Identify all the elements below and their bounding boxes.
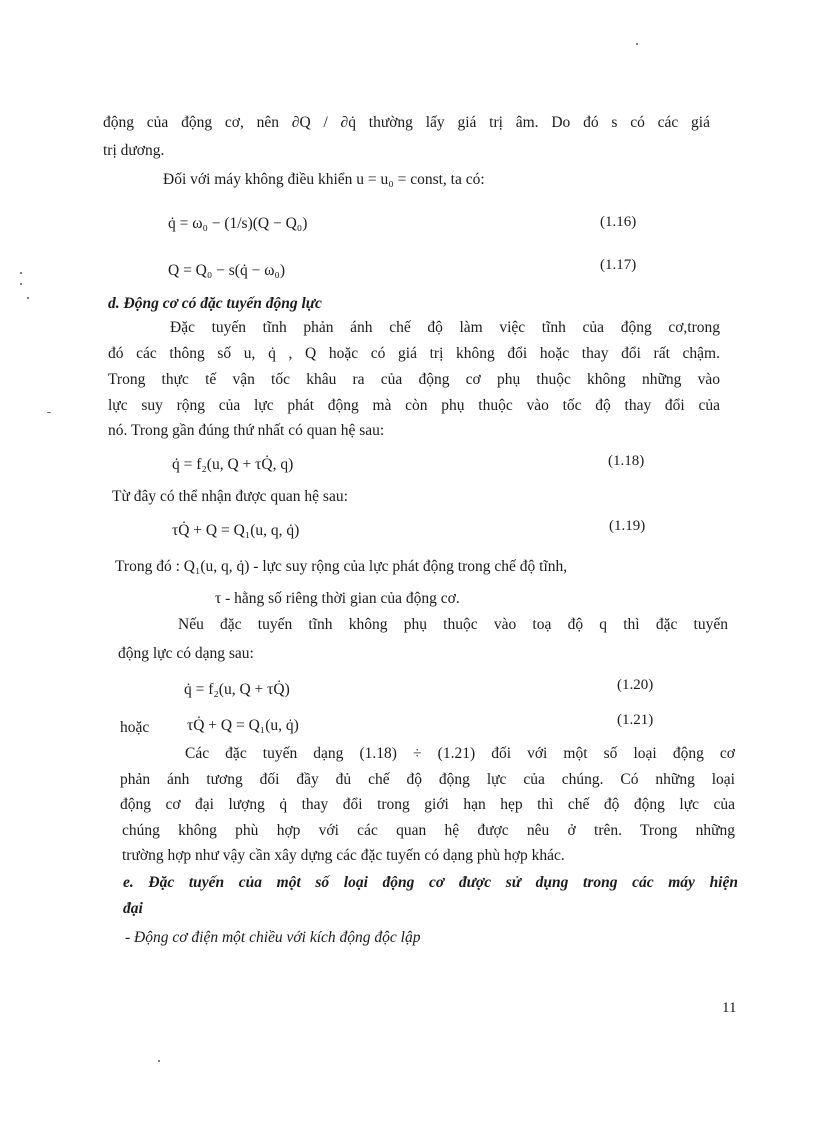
equation-1-16: q̇ = ω₀ − (1/s)(Q − Q₀) bbox=[168, 215, 308, 232]
section-heading-d: d. Động cơ có đặc tuyến động lực bbox=[108, 295, 322, 312]
paragraph-line: lực suy rộng của lực phát động mà còn phụ thuộc vào tốc độ thay đổi của bbox=[108, 397, 720, 414]
equation-number-1-21: (1.21) bbox=[617, 712, 654, 728]
equation-1-20: q̇ = f₂(u, Q + τQ̇) bbox=[184, 681, 290, 698]
paragraph-line: Nếu đặc tuyến tĩnh không phụ thuộc vào toạ độ q thì đặc tuyến bbox=[178, 616, 728, 633]
paragraph-line: động cơ đại lượng q̇ thay đổi trong giới hạn hẹp thì chế độ động lực của bbox=[120, 796, 735, 813]
text-line-1: động của động cơ, nên ∂Q / ∂q̇ thường lấy giá trị âm. Do đó s có các giá bbox=[103, 114, 710, 131]
equation-number-1-20: (1.20) bbox=[617, 677, 654, 693]
scan-speck bbox=[20, 283, 22, 285]
equation-1-21: τQ̇ + Q = Q₁(u, q̇) bbox=[187, 717, 299, 734]
equation-number-1-16: (1.16) bbox=[600, 214, 637, 230]
scan-speck bbox=[158, 1060, 160, 1062]
paragraph-line: trường hợp như vậy cần xây dựng các đặc tuyến có dạng phù hợp khác. bbox=[122, 847, 565, 864]
subsection-heading: - Động cơ điện một chiều với kích động độc lập bbox=[125, 929, 421, 946]
scan-speck bbox=[27, 297, 29, 299]
paragraph-line: đó các thông số u, q̇ , Q hoặc có giá trị không đổi hoặc thay đổi rất chậm. bbox=[108, 345, 720, 362]
equation-number-1-17: (1.17) bbox=[600, 257, 637, 273]
scan-speck bbox=[47, 412, 51, 413]
equation-1-17: Q = Q₀ − s(q̇ − ω₀) bbox=[168, 262, 285, 279]
paragraph-line: Đặc tuyến tĩnh phản ánh chế độ làm việc tĩnh của động cơ,trong bbox=[170, 319, 720, 336]
section-heading-e: e. Đặc tuyến của một số loại động cơ được sử dụng trong các máy hiện bbox=[123, 874, 738, 891]
page-number: 11 bbox=[722, 1000, 737, 1016]
equation-number-1-18: (1.18) bbox=[608, 453, 645, 469]
equation-1-18: q̇ = f₂(u, Q + τQ̇, q) bbox=[172, 456, 294, 473]
paragraph-line: động lực có dạng sau: bbox=[118, 645, 254, 662]
text-line: Trong đó : Q₁(u, q, q̇) - lực suy rộng của lực phát động trong chế độ tĩnh, bbox=[115, 558, 568, 575]
hoac-label: hoặc bbox=[120, 719, 150, 736]
section-heading-e-cont: đại bbox=[123, 900, 143, 917]
paragraph-line: Các đặc tuyến dạng (1.18) ÷ (1.21) đối với một số loại động cơ bbox=[185, 745, 735, 762]
equation-number-1-19: (1.19) bbox=[609, 518, 646, 534]
text-line-3: Đối với máy không điều khiển u = u₀ = const, ta có: bbox=[163, 171, 485, 188]
paragraph-line: Trong thực tế vận tốc khâu ra của động cơ phụ thuộc không những vào bbox=[108, 371, 720, 388]
text-line: Từ đây có thể nhận được quan hệ sau: bbox=[112, 488, 348, 505]
text-line-2: trị dương. bbox=[103, 142, 165, 159]
scan-speck bbox=[636, 43, 638, 45]
paragraph-line: chúng không phù hợp với các quan hệ được nêu ở trên. Trong những bbox=[122, 822, 735, 839]
equation-1-19: τQ̇ + Q = Q₁(u, q, q̇) bbox=[172, 522, 300, 539]
paragraph-line: phản ánh tương đối đầy đủ chế độ động lực của chúng. Có những loại bbox=[120, 771, 735, 788]
scan-speck bbox=[20, 272, 22, 274]
paragraph-line: nó. Trong gần đúng thứ nhất có quan hệ sau: bbox=[108, 422, 385, 439]
text-line: τ - hằng số riêng thời gian của động cơ. bbox=[215, 590, 460, 607]
